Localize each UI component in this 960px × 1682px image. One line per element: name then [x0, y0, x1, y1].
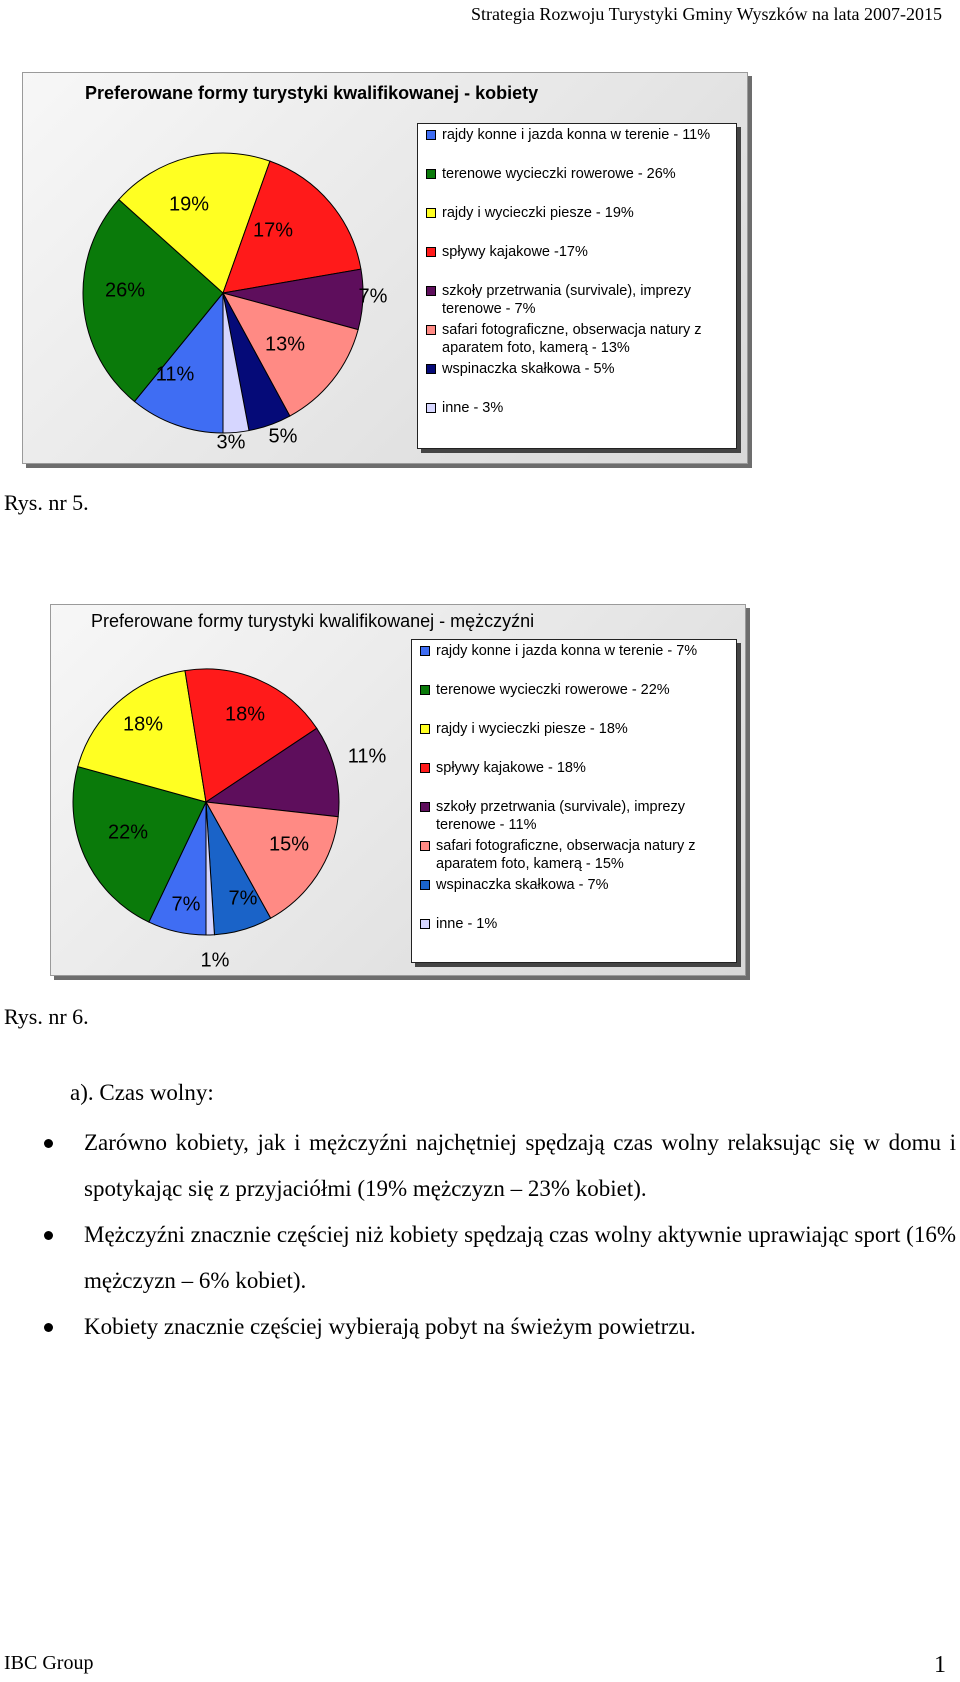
chart-kobiety	[22, 72, 748, 464]
legend-item: wspinaczka skałkowa - 5%	[426, 360, 730, 378]
legend-item: rajdy i wycieczki piesze - 18%	[420, 720, 730, 738]
legend-item: spływy kajakowe - 18%	[420, 759, 730, 777]
legend-item: spływy kajakowe -17%	[426, 243, 730, 261]
figure-label-6: Rys. nr 6.	[4, 1004, 89, 1029]
pie-mezczyzni	[61, 657, 351, 947]
slice-label: 15%	[268, 833, 310, 856]
figure-label-5: Rys. nr 5.	[4, 490, 89, 515]
bullet-list	[40, 1120, 956, 1350]
legend-item: terenowe wycieczki rowerowe - 22%	[420, 681, 730, 699]
slice-label: 11%	[347, 745, 387, 768]
bullet-dot	[44, 1139, 53, 1148]
legend-item: inne - 3%	[426, 399, 730, 417]
legend-swatch	[420, 763, 430, 773]
legend-swatch	[426, 208, 436, 218]
slice-label: 1%	[200, 949, 230, 972]
legend-item: inne - 1%	[420, 915, 730, 933]
footer-company: IBC Group	[4, 1652, 94, 1674]
legend-item: szkoły przetrwania (survivale), imprezy terenowe - 11%	[420, 798, 730, 834]
legend-swatch	[420, 919, 430, 929]
slice-label: 18%	[122, 713, 164, 736]
bullet-item: Zarówno kobiety, jak i mężczyźni najchętniej spędzają czas wolny relaksując się w domu i spotykając się z przyjaciółmi (19% mężczyzn – 23% kobiet).	[40, 1120, 956, 1212]
slice-label: 26%	[104, 279, 146, 302]
slice-label: 17%	[252, 219, 294, 242]
page-number: 1	[934, 1652, 946, 1678]
legend-swatch	[420, 646, 430, 656]
bullet-item: Mężczyźni znacznie częściej niż kobiety spędzają czas wolny aktywnie uprawiając sport (16% mężczyzn – 6% kobiet).	[40, 1212, 956, 1304]
slice-label: 7%	[358, 285, 388, 308]
slice-label: 5%	[268, 425, 298, 448]
legend-item: rajdy konne i jazda konna w terenie - 11%	[426, 126, 730, 144]
legend-swatch	[420, 802, 430, 812]
legend-item: safari fotograficzne, obserwacja natury z aparatem foto, kamerą - 13%	[426, 321, 730, 357]
legend-swatch	[426, 403, 436, 413]
chart-title: Preferowane formy turystyki kwalifikowanej - kobiety	[85, 83, 539, 103]
bullet-dot	[44, 1323, 53, 1332]
legend-item: wspinaczka skałkowa - 7%	[420, 876, 730, 894]
bullet-dot	[44, 1231, 53, 1240]
legend-mezczyzni	[411, 639, 737, 963]
legend-swatch	[426, 286, 436, 296]
legend-item: terenowe wycieczki rowerowe - 26%	[426, 165, 730, 183]
section-heading: a). Czas wolny:	[70, 1080, 214, 1105]
legend-item: safari fotograficzne, obserwacja natury z aparatem foto, kamerą - 15%	[420, 837, 730, 873]
slice-label: 22%	[107, 821, 149, 844]
legend-kobiety	[417, 123, 737, 449]
legend-item: rajdy i wycieczki piesze - 19%	[426, 204, 730, 222]
chart-title: Preferowane formy turystyki kwalifikowanej - mężczyźni	[91, 611, 535, 631]
slice-label: 19%	[168, 193, 210, 216]
legend-item: rajdy konne i jazda konna w terenie - 7%	[420, 642, 730, 660]
slice-label: 7%	[171, 893, 201, 916]
legend-swatch	[426, 364, 436, 374]
legend-swatch	[426, 247, 436, 257]
running-header: Strategia Rozwoju Turystyki Gminy Wyszków na lata 2007-2015	[470, 4, 942, 24]
legend-swatch	[420, 880, 430, 890]
legend-swatch	[420, 841, 430, 851]
legend-swatch	[420, 724, 430, 734]
slice-label: 18%	[224, 703, 266, 726]
slice-label: 11%	[155, 363, 195, 386]
chart-mezczyzni	[50, 604, 746, 976]
slice-label: 13%	[264, 333, 306, 356]
slice-label: 3%	[216, 431, 246, 454]
bullet-item: Kobiety znacznie częściej wybierają pobyt na świeżym powietrzu.	[40, 1304, 956, 1350]
legend-swatch	[426, 169, 436, 179]
legend-swatch	[426, 325, 436, 335]
legend-swatch	[420, 685, 430, 695]
legend-swatch	[426, 130, 436, 140]
slice-label: 7%	[228, 887, 258, 910]
legend-item: szkoły przetrwania (survivale), imprezy terenowe - 7%	[426, 282, 730, 318]
